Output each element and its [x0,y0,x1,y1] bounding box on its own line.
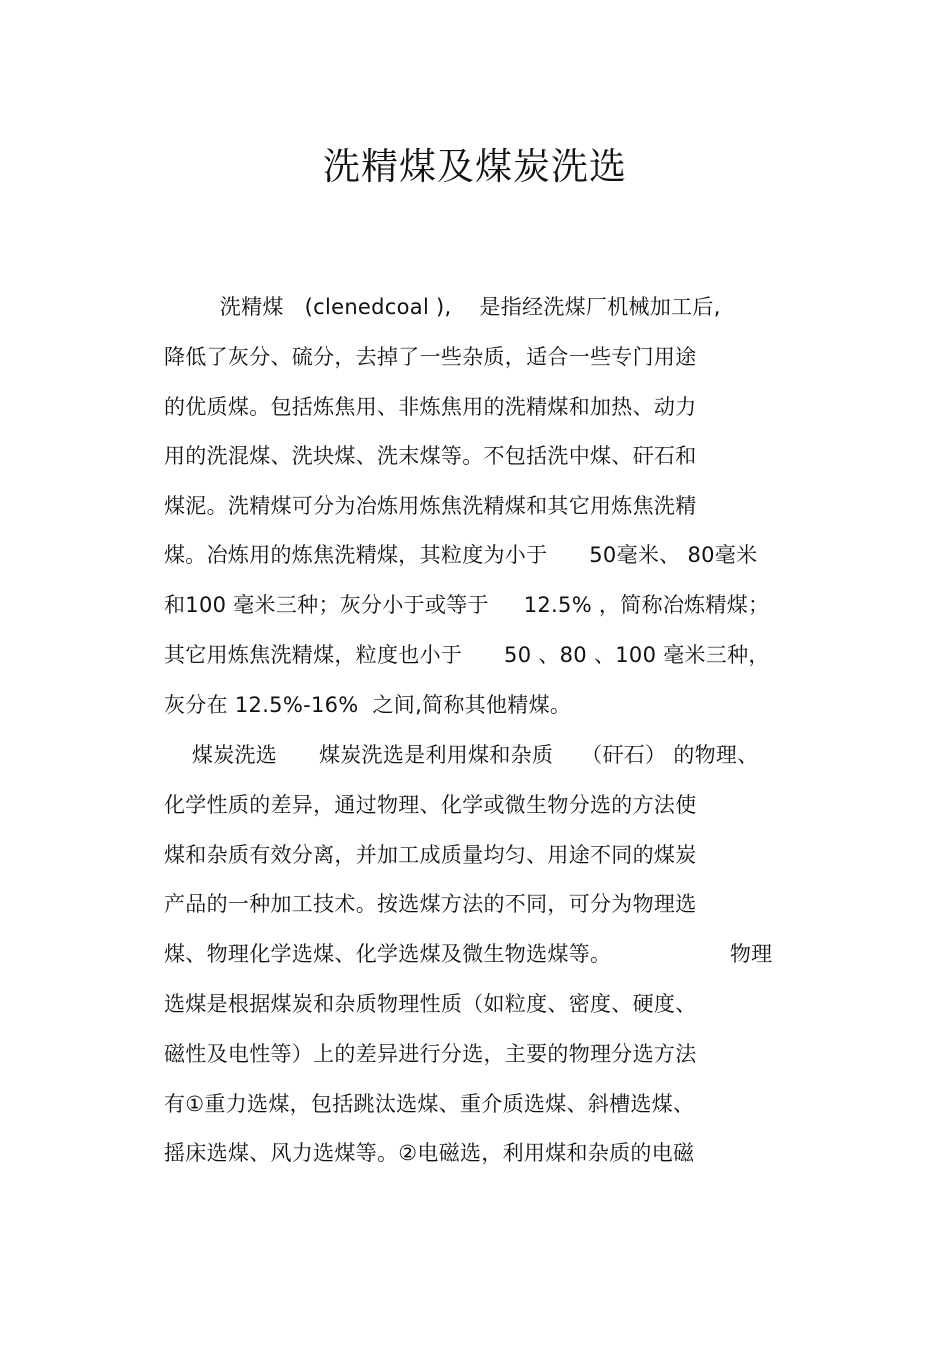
paragraph-line: 煤。冶炼用的炼焦洗精煤，其粒度为小于 50毫米、 80毫米 [164,543,758,567]
paragraph-line: 磁性及电性等）上的差异进行分选，主要的物理分选方法 [164,1042,697,1066]
paragraph-line: 洗精煤 (clenedcoal ), 是指经洗煤厂机械加工后, [164,295,721,319]
paragraph-line: 选煤是根据煤炭和杂质物理性质（如粒度、密度、硬度、 [164,992,697,1016]
paragraph-line: 和100 毫米三种；灰分小于或等于 12.5% ，简称冶炼精煤； [164,593,770,617]
paragraph-line: 摇床选煤、风力选煤等。②电磁选，利用煤和杂质的电磁 [164,1141,695,1165]
paragraph-line: 其它用炼焦洗精煤，粒度也小于 50 、80 、100 毫米三种， [164,643,770,667]
paragraph-line: 的优质煤。包括炼焦用、非炼焦用的洗精煤和加热、动力 [164,395,697,419]
paragraph-line: 降低了灰分、硫分，去掉了一些杂质，适合一些专门用途 [164,345,697,369]
paragraph-line: 灰分在 12.5%-16% 之间,简称其他精煤。 [164,693,572,717]
paragraph-line: 煤、物理化学选煤、化学选煤及微生物选煤等。 物理 [164,942,773,966]
paragraph-line: 煤和杂质有效分离，并加工成质量均匀、用途不同的煤炭 [164,843,697,867]
paragraph-line: 化学性质的差异，通过物理、化学或微生物分选的方法使 [164,793,697,817]
paragraph-line: 用的洗混煤、洗块煤、洗末煤等。不包括洗中煤、矸石和 [164,444,697,468]
paragraph-line: 煤炭洗选 煤炭洗选是利用煤和杂质 （矸石） 的物理、 [164,743,759,767]
paragraph-line: 煤泥。洗精煤可分为冶炼用炼焦洗精煤和其它用炼焦洗精 [164,494,697,518]
paragraph-line: 有①重力选煤，包括跳汰选煤、重介质选煤、斜槽选煤、 [164,1092,695,1116]
document-title: 洗精煤及煤炭洗选 [323,145,627,188]
paragraph-line: 产品的一种加工技术。按选煤方法的不同，可分为物理选 [164,892,697,916]
